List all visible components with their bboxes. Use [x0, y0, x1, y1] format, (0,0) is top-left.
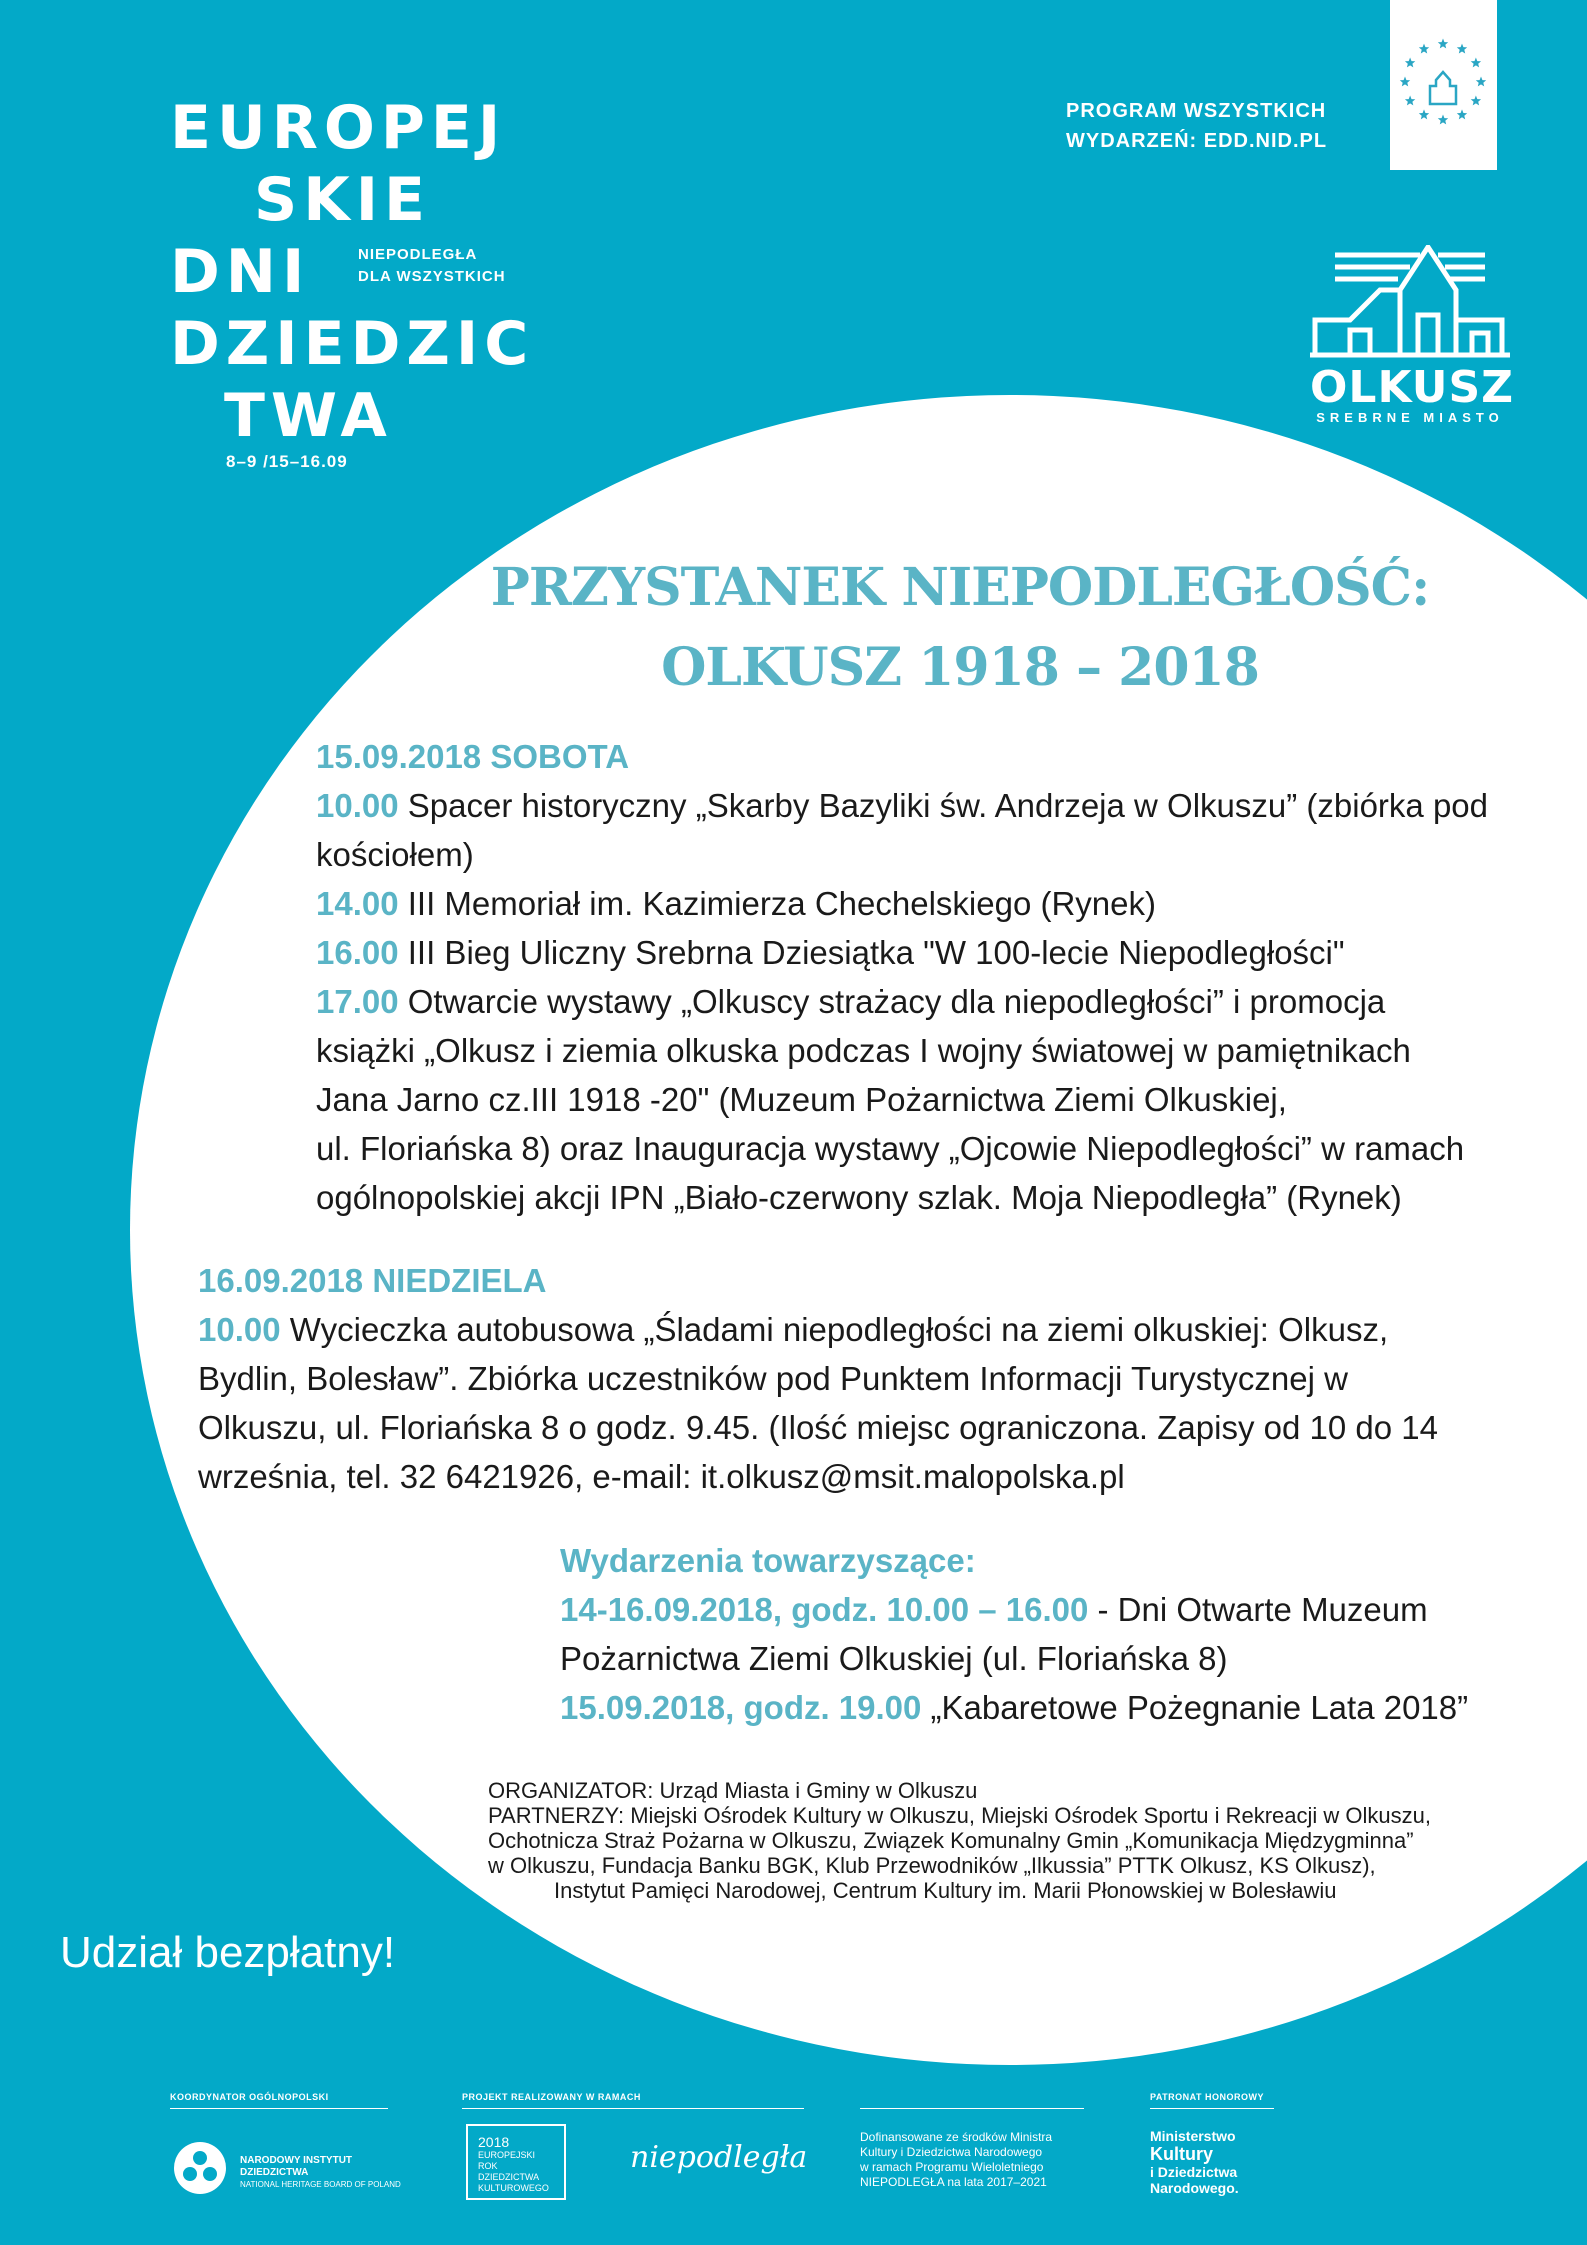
- event-time: 10.00: [316, 787, 399, 824]
- star-icon: [1405, 96, 1415, 106]
- ministry-line: Narodowego.: [1150, 2180, 1239, 2196]
- olkusz-logo-name: OLKUSZ: [1310, 362, 1515, 413]
- accompanying-heading: Wydarzenia towarzyszące:: [560, 1542, 976, 1579]
- page-title: [470, 548, 1450, 708]
- stars-circle-icon: [1390, 0, 1497, 170]
- edd-logo-word: SKIE: [254, 165, 432, 235]
- star-icon: [1400, 77, 1410, 87]
- nid-line: DZIEDZICTWA: [240, 2167, 309, 2178]
- star-icon: [1471, 58, 1481, 68]
- ministry-line: Ministerstwo: [1150, 2128, 1236, 2144]
- accompanying-item: [560, 1683, 1560, 1732]
- program-line: PROGRAM WSZYSTKICH: [1066, 100, 1327, 122]
- olkusz-logo-subtitle: SREBRNE MIASTO: [1316, 410, 1504, 425]
- day1-heading: 15.09.2018 SOBOTA: [316, 738, 630, 775]
- event-item: [316, 928, 1566, 977]
- organizer-line: ORGANIZATOR: Urząd Miasta i Gminy w Olkuszu: [488, 1778, 978, 1803]
- title-line: OLKUSZ 1918 – 2018: [661, 637, 1259, 698]
- heritage-knot-icon: [170, 2140, 230, 2196]
- patron-caption: PATRONAT HONOROWY: [1150, 2092, 1264, 2102]
- funding-line: w ramach Programu Wieloletniego: [860, 2160, 1044, 2174]
- partners-line: PARTNERZY: Miejski Ośrodek Kultury w Olkuszu, Miejski Ośrodek Sportu i Rekreacji w Olkuszu,: [488, 1803, 1432, 1828]
- accompanying-text: - Dni Otwarte Muzeum Pożarnictwa Ziemi Olkuskiej (ul. Floriańska 8): [560, 1591, 1428, 1677]
- erdk-line: KULTUROWEGO: [478, 2183, 549, 2193]
- edd-dates: 8–9 /15–16.09: [226, 452, 348, 471]
- program-info: [1066, 96, 1327, 156]
- event-item: [316, 879, 1566, 928]
- day2-heading: 16.09.2018 NIEDZIELA: [198, 1262, 547, 1299]
- nid-line: NARODOWY INSTYTUT: [240, 2155, 353, 2166]
- erdk-line: EUROPEJSKI ROK: [478, 2150, 536, 2171]
- accompanying-text: „Kabaretowe Pożegnanie Lata 2018”: [921, 1689, 1469, 1726]
- funding-line: Dofinansowane ze środków Ministra: [860, 2130, 1053, 2144]
- ministry-line: i Dziedzictwa: [1150, 2164, 1238, 2180]
- edd-tagline-line: NIEPODLEGŁA: [358, 246, 478, 263]
- edd-logo-word: TWA: [224, 381, 393, 451]
- church-outline-icon: [1310, 245, 1510, 365]
- program-url-link[interactable]: EDD.NID.PL: [1203, 130, 1328, 152]
- divider: [1150, 2108, 1274, 2109]
- divider: [860, 2108, 1084, 2109]
- edd-logo-word: EUROPEJ: [170, 93, 507, 163]
- event-text: III Memoriał im. Kazimierza Chechelskiego (Rynek): [398, 885, 1156, 922]
- erdk-line: 2018: [478, 2134, 510, 2150]
- divider: [462, 2108, 804, 2109]
- event-text: Otwarcie wystawy „Olkuscy strażacy dla niepodległości” i promocja książki „Olkusz i ziemia olkuska podczas I wojny światowej w pamiętnikach Jana Jarno cz.III 1918 -20" (Muzeum Pożarnictwa Ziemi Olkuskiej,: [316, 983, 1411, 1118]
- event-time: 16.00: [316, 934, 399, 971]
- star-icon: [1457, 44, 1467, 54]
- nid-logo-text: [240, 2155, 401, 2191]
- organizers-block: [488, 1778, 1538, 1903]
- accompanying-section: [560, 1536, 1560, 1732]
- edd-tagline: [358, 244, 506, 288]
- accompanying-when: 14-16.09.2018, godz. 10.00 – 16.00: [560, 1591, 1089, 1628]
- funding-line: NIEPODLEGŁA na lata 2017–2021: [860, 2175, 1047, 2189]
- erdk-logo: [466, 2124, 566, 2200]
- star-icon: [1419, 109, 1429, 119]
- erdk-line: DZIEDZICTWA: [478, 2172, 540, 2182]
- event-item-continued: ul. Floriańska 8) oraz Inauguracja wystawy „Ojcowie Niepodległości” w ramach ogólnopolskiej akcji IPN „Biało-czerwony szlak. Moja Niepodległa” (Rynek): [316, 1130, 1465, 1216]
- ministry-logo: [1150, 2128, 1239, 2196]
- partners-line: w Olkuszu, Fundacja Banku BGK, Klub Przewodników „Ilkussia” PTTK Olkusz, KS Olkusz),: [488, 1853, 1376, 1878]
- edd-logo-word: DZIEDZIC: [170, 309, 535, 379]
- event-time: 17.00: [316, 983, 399, 1020]
- star-icon: [1471, 96, 1481, 106]
- star-icon: [1405, 58, 1415, 68]
- nid-line: NATIONAL HERITAGE BOARD OF POLAND: [240, 2180, 401, 2189]
- day1-section: [316, 732, 1566, 1222]
- star-icon: [1457, 109, 1467, 119]
- eu-heritage-logo: [1390, 0, 1497, 170]
- partners-line: Instytut Pamięci Narodowej, Centrum Kultury im. Marii Płonowskiej w Bolesławiu: [554, 1878, 1337, 1903]
- event-text: III Bieg Uliczny Srebrna Dziesiątka "W 100-lecie Niepodległości": [398, 934, 1345, 971]
- nid-logo: [170, 2140, 230, 2201]
- niepodlegla-logo: niepodległa: [630, 2140, 808, 2175]
- star-icon: [1438, 115, 1448, 125]
- funding-line: Kultury i Dziedzictwa Narodowego: [860, 2145, 1043, 2159]
- edd-logo-word: DNI: [170, 237, 311, 307]
- accompanying-item: [560, 1585, 1560, 1683]
- day2-section: [198, 1256, 1498, 1501]
- star-icon: [1438, 39, 1448, 49]
- event-time: 10.00: [198, 1311, 281, 1348]
- partners-line: Ochotnicza Straż Pożarna w Olkuszu, Związek Komunalny Gmin „Komunikacja Międzygminna”: [488, 1828, 1414, 1853]
- coordinator-caption: KOORDYNATOR OGÓLNOPOLSKI: [170, 2092, 329, 2102]
- edd-tagline-line: DLA WSZYSTKICH: [358, 268, 506, 285]
- star-icon: [1419, 44, 1429, 54]
- event-item: [316, 977, 1446, 1124]
- free-entry-note: Udział bezpłatny!: [60, 1928, 396, 1977]
- ministry-line: Kultury: [1150, 2144, 1213, 2164]
- title-line: PRZYSTANEK NIEPODLEGŁOŚĆ:: [490, 557, 1430, 618]
- divider: [170, 2108, 388, 2109]
- project-caption: PROJEKT REALIZOWANY W RAMACH: [462, 2092, 641, 2102]
- event-item: [316, 781, 1566, 879]
- event-text: Spacer historyczny „Skarby Bazyliki św. Andrzeja w Olkuszu” (zbiórka pod kościołem): [316, 787, 1488, 873]
- event-time: 14.00: [316, 885, 399, 922]
- olkusz-logo: [1310, 245, 1515, 425]
- event-item: [198, 1305, 1478, 1501]
- funding-note: [860, 2130, 1052, 2190]
- event-text: Wycieczka autobusowa „Śladami niepodległości na ziemi olkuskiej: Olkusz, Bydlin, Bolesław”. Zbiórka uczestników pod Punktem Informacji Turystycznej w Olkuszu, ul. Floriańska 8 o godz. 9.45. (Ilość miejsc ograniczona. Zapisy od 10 do 14 września, tel. 32 6421926, e-mail: it.olkusz@msit.malopolska.pl: [198, 1311, 1438, 1495]
- program-line: WYDARZEŃ:: [1066, 130, 1204, 152]
- star-icon: [1476, 77, 1486, 87]
- accompanying-when: 15.09.2018, godz. 19.00: [560, 1689, 922, 1726]
